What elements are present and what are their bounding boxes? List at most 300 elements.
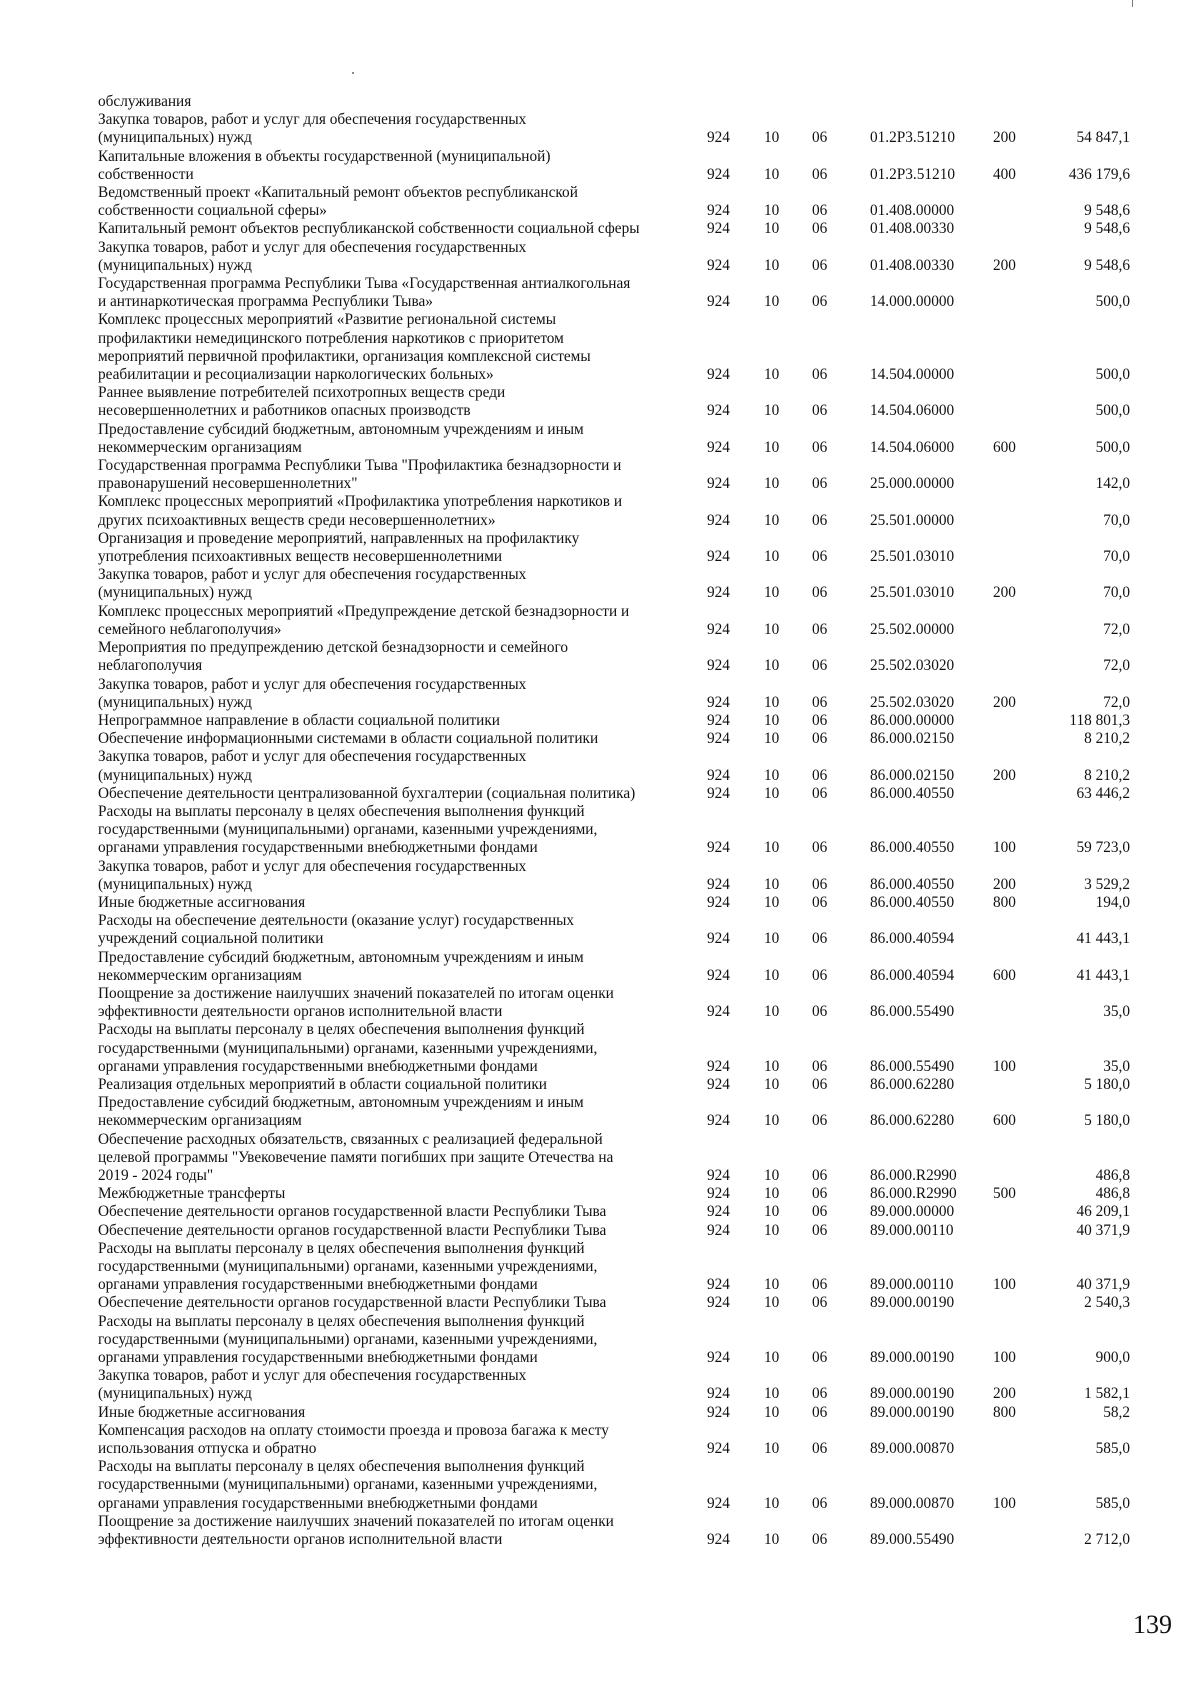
description-line: Обеспечение информационными системами в области социальной политики [98,730,599,748]
section-code-cell: 10 [764,1075,780,1093]
row-description [98,785,678,803]
amount-cell: 118 801,3 [1069,711,1130,729]
admin-code-cell: 924 [707,730,730,748]
target-article-cell: 86.000.00000 [870,711,955,729]
subsection-code-cell: 06 [812,1385,828,1403]
description-line: (муниципальных) нужд [98,129,252,147]
table-row [98,493,1148,529]
row-description [98,1203,678,1221]
description-line: Обеспечение деятельности органов государственной власти Республики Тыва [98,1203,607,1221]
description-line: государственными (муниципальными) органами, казенными учреждениями, [98,1258,598,1275]
row-description [98,275,678,311]
section-code-cell: 10 [764,784,780,802]
target-article-cell: 86.000.55490 [870,1003,955,1021]
table-row [98,639,1148,675]
subsection-code-cell: 06 [812,1440,828,1458]
amount-cell: 8 210,2 [1084,730,1130,748]
target-article-cell: 89.000.00190 [870,1294,955,1312]
target-article-cell: 25.502.00000 [870,620,955,638]
amount-cell: 9 548,6 [1084,220,1130,238]
subsection-code-cell: 06 [812,930,828,948]
expense-type-cell: 100 [993,1349,1016,1367]
description-line: Предоставление субсидий бюджетным, автономным учреждениям и иным [98,420,584,438]
row-description [98,1185,678,1203]
amount-cell: 35,0 [1103,1057,1130,1075]
row-description [98,676,678,712]
amount-cell: 9 548,6 [1084,202,1130,220]
section-code-cell: 10 [764,1403,780,1421]
description-line: Предоставление субсидий бюджетным, автономным учреждениям и иным [98,1094,584,1112]
row-description [98,1240,678,1295]
table-row [98,730,1148,748]
target-article-cell: 25.501.03010 [870,548,955,566]
section-code-cell: 10 [764,1221,780,1239]
amount-cell: 2 540,3 [1084,1294,1130,1312]
target-article-cell: 89.000.00870 [870,1494,955,1512]
section-code-cell: 10 [764,366,780,384]
section-code-cell: 10 [764,966,780,984]
target-article-cell: 86.000.40594 [870,930,955,948]
section-code-cell: 10 [764,202,780,220]
admin-code-cell: 924 [707,693,730,711]
section-code-cell: 10 [764,438,780,456]
target-article-cell: 25.502.03020 [870,657,955,675]
row-description [98,949,678,985]
admin-code-cell: 924 [707,784,730,802]
description-line: Организация и проведение мероприятий, направленных на профилактику [98,529,580,547]
target-article-cell: 89.000.00000 [870,1203,955,1221]
description-line: Мероприятия по предупреждению детской безнадзорности и семейного [98,639,569,657]
subsection-code-cell: 06 [812,293,828,311]
description-line: органами управления государственными внебюджетными фондами [98,1057,538,1075]
admin-code-cell: 924 [707,711,730,729]
description-line: органами управления государственными внебюджетными фондами [98,1276,538,1294]
amount-cell: 486,8 [1095,1166,1130,1184]
description-line: Закупка товаров, работ и услуг для обеспечения государственных [98,1367,527,1385]
subsection-code-cell: 06 [812,893,828,911]
amount-cell: 500,0 [1095,438,1130,456]
expense-type-cell: 200 [993,766,1016,784]
row-description [98,239,678,275]
amount-cell: 70,0 [1103,548,1130,566]
admin-code-cell: 924 [707,657,730,675]
table-row [98,111,1148,147]
row-description [98,803,678,858]
description-line: Закупка товаров, работ и услуг для обеспечения государственных [98,675,527,693]
section-code-cell: 10 [764,511,780,529]
target-article-cell: 89.000.00870 [870,1440,955,1458]
subsection-code-cell: 06 [812,657,828,675]
section-code-cell: 10 [764,1349,780,1367]
expense-type-cell: 100 [993,1494,1016,1512]
row-description [98,1094,678,1130]
description-line: Компенсация расходов на оплату стоимости проезда и провоза багажа к месту [98,1421,609,1439]
table-row [98,1240,1148,1295]
description-line: Межбюджетные трансферты [98,1185,286,1203]
expense-type-cell: 200 [993,693,1016,711]
description-line: Расходы на выплаты персоналу в целях обеспечения выполнения функций [98,1239,585,1257]
target-article-cell: 25.502.03020 [870,693,955,711]
description-line: целевой программы "Увековечение памяти погибших при защите Отечества на [98,1148,614,1166]
description-line: Закупка товаров, работ и услуг для обеспечения государственных [98,857,527,875]
description-line: 2019 - 2024 годы" [98,1166,214,1184]
target-article-cell: 25.000.00000 [870,475,955,493]
amount-cell: 72,0 [1103,657,1130,675]
section-code-cell: 10 [764,930,780,948]
admin-code-cell: 924 [707,511,730,529]
description-line: (муниципальных) нужд [98,1385,252,1403]
admin-code-cell: 924 [707,1203,730,1221]
row-description [98,421,678,457]
description-line: правонарушений несовершеннолетних" [98,475,358,493]
expense-type-cell: 200 [993,875,1016,893]
amount-cell: 63 446,2 [1076,784,1130,802]
description-line: Государственная программа Республики Тыва «Государственная антиалкогольная [98,275,631,293]
amount-cell: 41 443,1 [1076,966,1130,984]
admin-code-cell: 924 [707,548,730,566]
section-code-cell: 10 [764,165,780,183]
description-line: Расходы на обеспечение деятельности (оказание услуг) государственных [98,912,575,930]
admin-code-cell: 924 [707,966,730,984]
amount-cell: 9 548,6 [1084,256,1130,274]
section-code-cell: 10 [764,1203,780,1221]
target-article-cell: 14.000.00000 [870,293,955,311]
amount-cell: 59 723,0 [1076,839,1130,857]
admin-code-cell: 924 [707,293,730,311]
admin-code-cell: 924 [707,1531,730,1549]
description-line: государственными (муниципальными) органами, казенными учреждениями, [98,1330,598,1348]
amount-cell: 500,0 [1095,402,1130,420]
subsection-code-cell: 06 [812,1221,828,1239]
table-row [98,912,1148,948]
description-line: Комплекс процессных мероприятий «Профилактика употребления наркотиков и [98,493,623,511]
expense-type-cell: 600 [993,438,1016,456]
amount-cell: 40 371,9 [1076,1221,1130,1239]
section-code-cell: 10 [764,620,780,638]
table-row [98,239,1148,275]
row-description [98,1076,678,1094]
table-row [98,1367,1148,1403]
target-article-cell: 89.000.55490 [870,1531,955,1549]
admin-code-cell: 924 [707,256,730,274]
table-row [98,93,1148,111]
row-description [98,748,678,784]
description-line: Обеспечение деятельности органов государственной власти Республики Тыва [98,1294,607,1312]
subsection-code-cell: 06 [812,1349,828,1367]
description-line: Ведомственный проект «Капитальный ремонт объектов республиканской [98,184,578,202]
description-line: Обеспечение деятельности органов государственной власти Республики Тыва [98,1221,607,1239]
subsection-code-cell: 06 [812,1075,828,1093]
row-description [98,1404,678,1422]
amount-cell: 8 210,2 [1084,766,1130,784]
target-article-cell: 89.000.00110 [870,1276,954,1294]
description-line: Расходы на выплаты персоналу в целях обеспечения выполнения функций [98,1021,585,1039]
table-row [98,530,1148,566]
target-article-cell: 14.504.06000 [870,438,955,456]
table-row [98,275,1148,311]
target-article-cell: 25.501.00000 [870,511,955,529]
admin-code-cell: 924 [707,1494,730,1512]
table-row [98,1404,1148,1422]
table-row [98,894,1148,912]
amount-cell: 142,0 [1095,475,1130,493]
admin-code-cell: 924 [707,620,730,638]
row-description [98,111,678,147]
row-description [98,730,678,748]
table-row [98,676,1148,712]
description-line: семейного неблагополучия» [98,620,282,638]
section-code-cell: 10 [764,402,780,420]
section-code-cell: 10 [764,1185,780,1203]
description-line: Закупка товаров, работ и услуг для обеспечения государственных [98,238,527,256]
subsection-code-cell: 06 [812,784,828,802]
subsection-code-cell: 06 [812,256,828,274]
amount-cell: 40 371,9 [1076,1276,1130,1294]
table-row [98,457,1148,493]
description-line: других психоактивных веществ среди несовершеннолетних» [98,511,496,529]
admin-code-cell: 924 [707,475,730,493]
description-line: органами управления государственными внебюджетными фондами [98,1494,538,1512]
section-code-cell: 10 [764,1494,780,1512]
target-article-cell: 86.000.02150 [870,766,955,784]
subsection-code-cell: 06 [812,584,828,602]
description-line: Закупка товаров, работ и услуг для обеспечения государственных [98,748,527,766]
subsection-code-cell: 06 [812,766,828,784]
subsection-code-cell: 06 [812,548,828,566]
target-article-cell: 01.2Р3.51210 [870,129,955,147]
section-code-cell: 10 [764,548,780,566]
target-article-cell: 86.000.40550 [870,875,955,893]
admin-code-cell: 924 [707,438,730,456]
admin-code-cell: 924 [707,584,730,602]
amount-cell: 2 712,0 [1084,1531,1130,1549]
description-line: мероприятий первичной профилактики, организация комплексной системы [98,347,591,365]
row-description [98,1222,678,1240]
admin-code-cell: 924 [707,220,730,238]
admin-code-cell: 924 [707,1221,730,1239]
expense-type-cell: 600 [993,966,1016,984]
admin-code-cell: 924 [707,1440,730,1458]
amount-cell: 500,0 [1095,366,1130,384]
description-line: и антинаркотическая программа Республики Тыва» [98,293,433,311]
amount-cell: 5 180,0 [1084,1075,1130,1093]
target-article-cell: 01.408.00330 [870,256,955,274]
description-line: Обеспечение деятельности централизованной бухгалтерии (социальная политика) [98,784,636,802]
table-row [98,220,1148,238]
target-article-cell: 86.000.R2990 [870,1166,957,1184]
table-row [98,384,1148,420]
scan-dot-mark [352,72,354,74]
amount-cell: 54 847,1 [1076,129,1130,147]
target-article-cell: 86.000.40594 [870,966,955,984]
subsection-code-cell: 06 [812,202,828,220]
description-line: Предоставление субсидий бюджетным, автономным учреждениям и иным [98,948,584,966]
admin-code-cell: 924 [707,875,730,893]
description-line: Закупка товаров, работ и услуг для обеспечения государственных [98,111,527,129]
table-row [98,566,1148,602]
section-code-cell: 10 [764,693,780,711]
description-line: Поощрение за достижение наилучших значений показателей по итогам оценки [98,984,614,1002]
amount-cell: 46 209,1 [1076,1203,1130,1221]
admin-code-cell: 924 [707,1075,730,1093]
section-code-cell: 10 [764,711,780,729]
row-description [98,603,678,639]
section-code-cell: 10 [764,657,780,675]
target-article-cell: 86.000.62280 [870,1112,955,1130]
table-row [98,712,1148,730]
admin-code-cell: 924 [707,1294,730,1312]
expense-type-cell: 600 [993,1112,1016,1130]
subsection-code-cell: 06 [812,1166,828,1184]
subsection-code-cell: 06 [812,366,828,384]
description-line: Государственная программа Республики Тыва "Профилактика безнадзорности и [98,457,622,475]
row-description [98,566,678,602]
subsection-code-cell: 06 [812,165,828,183]
scan-edge-mark [1132,0,1133,7]
amount-cell: 58,2 [1103,1403,1130,1421]
target-article-cell: 89.000.00190 [870,1385,955,1403]
expense-type-cell: 800 [993,893,1016,911]
description-line: некоммерческим организациям [98,438,302,456]
table-row [98,1076,1148,1094]
description-line: Капитальные вложения в объекты государственной (муниципальной) [98,147,551,165]
amount-cell: 486,8 [1095,1185,1130,1203]
budget-table [98,93,1148,1549]
subsection-code-cell: 06 [812,875,828,893]
expense-type-cell: 100 [993,1057,1016,1075]
subsection-code-cell: 06 [812,1057,828,1075]
admin-code-cell: 924 [707,1185,730,1203]
admin-code-cell: 924 [707,839,730,857]
admin-code-cell: 924 [707,1276,730,1294]
subsection-code-cell: 06 [812,1294,828,1312]
section-code-cell: 10 [764,1057,780,1075]
section-code-cell: 10 [764,1531,780,1549]
row-description [98,712,678,730]
row-description [98,894,678,912]
table-row [98,148,1148,184]
description-line: Комплекс процессных мероприятий «Предупреждение детской безнадзорности и [98,602,630,620]
expense-type-cell: 100 [993,1276,1016,1294]
subsection-code-cell: 06 [812,129,828,147]
description-line: Реализация отдельных мероприятий в области социальной политики [98,1075,547,1093]
subsection-code-cell: 06 [812,711,828,729]
admin-code-cell: 924 [707,1385,730,1403]
description-line: Расходы на выплаты персоналу в целях обеспечения выполнения функций [98,1458,585,1476]
description-line: Расходы на выплаты персоналу в целях обеспечения выполнения функций [98,802,585,820]
row-description [98,1131,678,1186]
target-article-cell: 14.504.06000 [870,402,955,420]
row-description [98,457,678,493]
row-description [98,220,678,238]
row-description [98,311,678,384]
admin-code-cell: 924 [707,1166,730,1184]
expense-type-cell: 200 [993,584,1016,602]
description-line: органами управления государственными внебюджетными фондами [98,1349,538,1367]
table-row [98,949,1148,985]
table-row [98,311,1148,384]
row-description [98,93,678,111]
table-row [98,184,1148,220]
section-code-cell: 10 [764,220,780,238]
target-article-cell: 86.000.40550 [870,893,955,911]
section-code-cell: 10 [764,766,780,784]
row-description [98,1021,678,1076]
table-row [98,1513,1148,1549]
subsection-code-cell: 06 [812,839,828,857]
amount-cell: 900,0 [1095,1349,1130,1367]
admin-code-cell: 924 [707,165,730,183]
row-description [98,384,678,420]
description-line: Непрограммное направление в области социальной политики [98,711,500,729]
table-row [98,1094,1148,1130]
row-description [98,985,678,1021]
description-line: (муниципальных) нужд [98,766,252,784]
target-article-cell: 86.000.62280 [870,1075,955,1093]
description-line: Комплекс процессных мероприятий «Развитие региональной системы [98,311,557,329]
target-article-cell: 25.501.03010 [870,584,955,602]
description-line: Иные бюджетные ассигнования [98,893,306,911]
section-code-cell: 10 [764,893,780,911]
admin-code-cell: 924 [707,202,730,220]
section-code-cell: 10 [764,475,780,493]
row-description [98,912,678,948]
section-code-cell: 10 [764,1112,780,1130]
section-code-cell: 10 [764,1440,780,1458]
amount-cell: 585,0 [1095,1440,1130,1458]
table-row [98,1422,1148,1458]
description-line: использования отпуска и обратно [98,1440,317,1458]
description-line: профилактики немедицинского потребления наркотиков с приоритетом [98,329,564,347]
admin-code-cell: 924 [707,402,730,420]
description-line: учреждений социальной политики [98,930,324,948]
section-code-cell: 10 [764,730,780,748]
amount-cell: 3 529,2 [1084,875,1130,893]
admin-code-cell: 924 [707,129,730,147]
section-code-cell: 10 [764,1166,780,1184]
subsection-code-cell: 06 [812,220,828,238]
row-description [98,858,678,894]
row-description [98,1313,678,1368]
row-description [98,1367,678,1403]
section-code-cell: 10 [764,1385,780,1403]
description-line: неблагополучия [98,657,203,675]
target-article-cell: 01.408.00330 [870,220,955,238]
description-line: некоммерческим организациям [98,966,302,984]
description-line: Расходы на выплаты персоналу в целях обеспечения выполнения функций [98,1312,585,1330]
description-line: Раннее выявление потребителей психотропных веществ среди [98,384,506,402]
description-line: органами управления государственными внебюджетными фондами [98,839,538,857]
expense-type-cell: 200 [993,256,1016,274]
description-line: некоммерческим организациям [98,1112,302,1130]
target-article-cell: 89.000.00110 [870,1221,954,1239]
description-line: Обеспечение расходных обязательств, связанных с реализацией федеральной [98,1130,603,1148]
amount-cell: 500,0 [1095,293,1130,311]
row-description [98,1294,678,1312]
row-description [98,1458,678,1513]
section-code-cell: 10 [764,875,780,893]
subsection-code-cell: 06 [812,620,828,638]
section-code-cell: 10 [764,584,780,602]
description-line: обслуживания [98,93,192,110]
expense-type-cell: 400 [993,165,1016,183]
admin-code-cell: 924 [707,1403,730,1421]
subsection-code-cell: 06 [812,693,828,711]
expense-type-cell: 500 [993,1185,1016,1203]
subsection-code-cell: 06 [812,966,828,984]
target-article-cell: 86.000.40550 [870,784,955,802]
description-line: Поощрение за достижение наилучших значений показателей по итогам оценки [98,1512,614,1530]
